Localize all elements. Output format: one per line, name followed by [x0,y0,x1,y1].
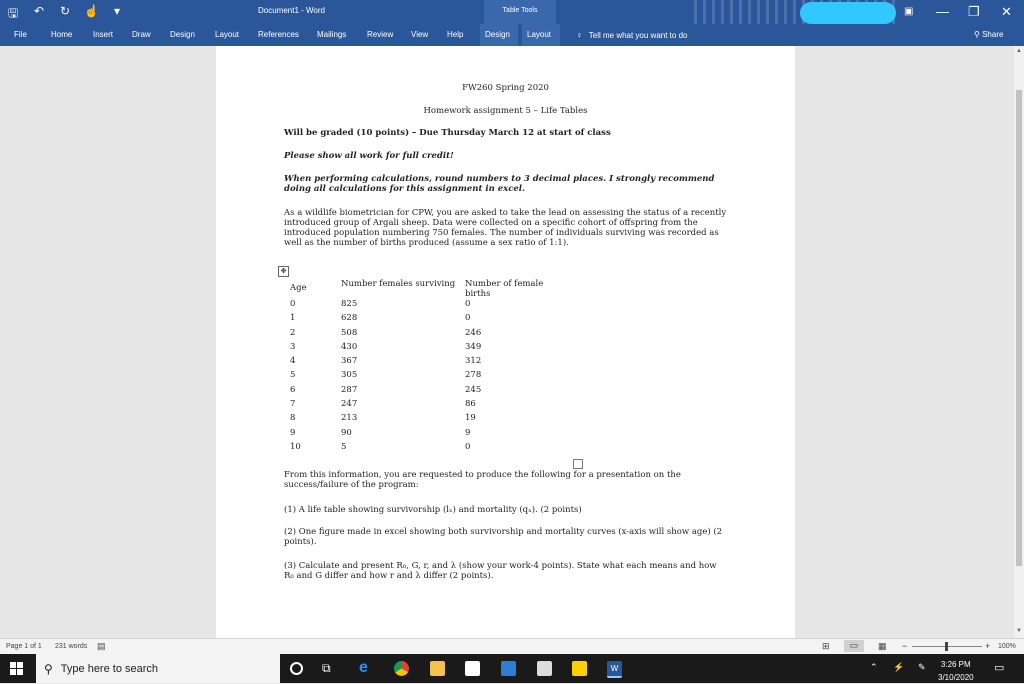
close-button[interactable]: ✕ [1001,4,1012,19]
tab-references[interactable]: References [258,30,299,39]
births-cell: 246 [465,327,482,338]
sticky-notes-icon[interactable] [572,661,587,676]
zoom-level[interactable]: 100% [998,643,1016,650]
web-layout-icon[interactable]: ▦ [878,641,887,651]
surviving-cell: 305 [341,370,358,381]
births-cell: 312 [465,356,482,367]
surviving-cell: 247 [341,399,358,410]
table-row [286,299,565,313]
header-births: Number of female births [465,279,544,299]
tab-table-design[interactable]: Design [480,24,518,46]
intro-paragraph: As a wildlife biometrician for CPW, you are asked to take the lead on assessing the status of a recently introduced group of Argali sheep. Data were collected on a specific cohort of offspring from the introduced population numbering 750 females. The number of individuals surviving was recorded as well as the number of births produced (assume a sex ratio of 1:1). [284,208,727,248]
notifications-icon[interactable]: ▭ [994,662,1005,674]
age-cell: 5 [290,370,296,381]
print-layout-icon[interactable]: ▭ [844,640,864,652]
vertical-scrollbar[interactable] [1014,46,1024,638]
start-icon[interactable] [10,662,23,675]
show-work-line: Please show all work for full credit! [284,151,454,161]
share-label: Share [982,30,1004,39]
question-2: (2) One figure made in excel showing both survivorship and mortality curves (x-axis will show age) (2 points). [284,527,723,547]
tab-help[interactable]: Help [447,30,464,39]
births-cell: 86 [465,399,476,410]
scroll-down-icon[interactable]: ▼ [1016,628,1022,634]
redo-icon[interactable]: ↻ [59,4,71,18]
age-cell: 10 [290,441,301,452]
age-cell: 6 [290,384,296,395]
round-note: When performing calculations, round numbers to 3 decimal places. I strongly recommend doing all calculations for this assignment in excel. [284,174,715,194]
question-1: (1) A life table showing survivorship (lₓ) and mortality (qₓ). (2 points) [284,505,582,515]
births-cell: 349 [465,341,482,352]
word-taskbar-icon[interactable]: W [607,661,622,678]
surviving-cell: 90 [341,427,352,438]
tab-layout[interactable]: Layout [215,30,240,39]
age-cell: 8 [290,413,296,424]
followup-paragraph: From this information, you are requested to produce the following for a presentation on the success/failure of the program: [284,470,681,490]
scroll-thumb[interactable] [1016,90,1022,566]
windows-taskbar [0,654,1024,683]
search-placeholder: Type here to search [60,662,159,675]
table-header-row [286,279,565,299]
restore-button[interactable]: ❐ [968,4,980,19]
zoom-slider-thumb[interactable] [945,642,948,651]
focus-mode-icon[interactable]: ⊞ [822,641,830,651]
table-resize-handle[interactable] [573,459,583,469]
customize-qat-icon[interactable]: ▾ [113,4,121,18]
tab-file[interactable]: File [14,30,27,39]
table-row [286,428,565,442]
births-cell: 9 [465,427,471,438]
question-3: (3) Calculate and present R₀, G, r, and λ (show your work-4 points). State what each means and how R₀ and G differ and how r and λ differ (2 points). [284,561,717,581]
age-cell: 9 [290,427,296,438]
table-move-handle-icon[interactable]: ✥ [278,266,289,277]
save-icon[interactable]: 🖫 [7,6,19,20]
age-cell: 0 [290,299,296,309]
tab-draw[interactable]: Draw [132,30,151,39]
births-cell: 0 [465,441,471,452]
tab-design[interactable]: Design [170,30,195,39]
pen-icon[interactable]: ✎ [918,662,926,672]
page-count[interactable]: Page 1 of 1 [6,643,42,650]
table-row [286,313,565,327]
surviving-cell: 430 [341,341,358,352]
births-cell: 0 [465,313,471,324]
lightbulb-icon: ♀ [576,30,583,40]
minimize-button[interactable]: — [936,4,949,19]
clock-time: 3:26 PM [940,660,971,669]
assignment-title: Homework assignment 5 – Life Tables [423,106,588,116]
table-row [286,399,565,413]
title-bar [0,0,1024,24]
surviving-cell: 287 [341,384,358,395]
status-bar [0,638,1024,655]
cortana-icon[interactable] [290,662,303,675]
zoom-in-button[interactable]: + [985,641,991,651]
table-row [286,342,565,356]
quick-access-toolbar [6,4,124,25]
tell-me-box[interactable] [576,30,687,40]
share-button[interactable] [974,30,1003,39]
document-page[interactable] [216,46,795,638]
table-row [286,413,565,427]
person-icon: ⚲ [974,30,980,39]
table-row [286,328,565,342]
taskbar-search-box[interactable] [36,654,280,683]
age-cell: 3 [290,341,296,352]
touch-mode-icon[interactable]: ☝ [84,4,99,18]
edge-icon[interactable]: e [359,659,368,676]
chrome-icon[interactable] [394,661,409,676]
surviving-cell: 508 [341,327,358,338]
table-row [286,385,565,399]
clock-date: 3/10/2020 [938,673,974,682]
tab-review[interactable]: Review [367,30,394,39]
system-clock[interactable] [938,658,974,684]
surviving-cell: 367 [341,356,358,367]
life-data-table [286,279,565,456]
proofing-icon[interactable]: ▤ [97,641,106,651]
tab-mailings[interactable]: Mailings [317,30,347,39]
calculator-icon[interactable] [537,661,552,676]
file-explorer-icon[interactable] [430,661,445,676]
tab-insert[interactable]: Insert [93,30,114,39]
surviving-cell: 5 [341,441,347,452]
surviving-cell: 628 [341,313,358,324]
zoom-slider[interactable] [912,646,982,647]
header-surviving: Number females surviving [341,279,456,289]
undo-icon[interactable]: ↶ [33,4,45,18]
age-cell: 7 [290,399,296,410]
mail-icon[interactable] [501,661,516,676]
task-view-icon[interactable]: ⧉ [322,661,331,675]
zoom-out-button[interactable]: − [902,641,908,651]
surviving-cell: 825 [341,299,358,309]
scroll-up-icon[interactable]: ▲ [1016,48,1022,54]
ribbon-display-icon[interactable]: ▣ [904,6,914,17]
births-cell: 245 [465,384,482,395]
births-cell: 0 [465,299,471,309]
header-age: Age [290,283,307,293]
tell-me-text: Tell me what you want to do [588,30,688,40]
table-row [286,356,565,370]
network-icon[interactable]: ⚡ [893,662,905,672]
ribbon-tabs [0,24,1024,46]
tab-table-layout[interactable]: Layout [522,24,560,46]
window-title: Document1 - Word [258,6,325,15]
word-count[interactable]: 231 words [55,643,88,650]
course-line: FW260 Spring 2020 [462,83,549,93]
table-tools-label: Table Tools [484,0,556,24]
table-row [286,442,565,456]
age-cell: 2 [290,327,296,338]
births-cell: 19 [465,413,476,424]
surviving-cell: 213 [341,413,358,424]
document-canvas [0,46,1014,638]
account-area[interactable] [800,2,896,24]
tab-view[interactable]: View [411,30,429,39]
age-cell: 4 [290,356,296,367]
graded-line: Will be graded (10 points) – Due Thursday March 12 at start of class [284,128,611,138]
births-cell: 278 [465,370,482,381]
table-row [286,370,565,384]
age-cell: 1 [290,313,296,324]
store-icon[interactable] [465,661,480,676]
show-hidden-icons[interactable]: ⌃ [870,662,878,672]
search-icon: ⚲ [44,661,53,676]
tab-home[interactable]: Home [51,30,73,39]
